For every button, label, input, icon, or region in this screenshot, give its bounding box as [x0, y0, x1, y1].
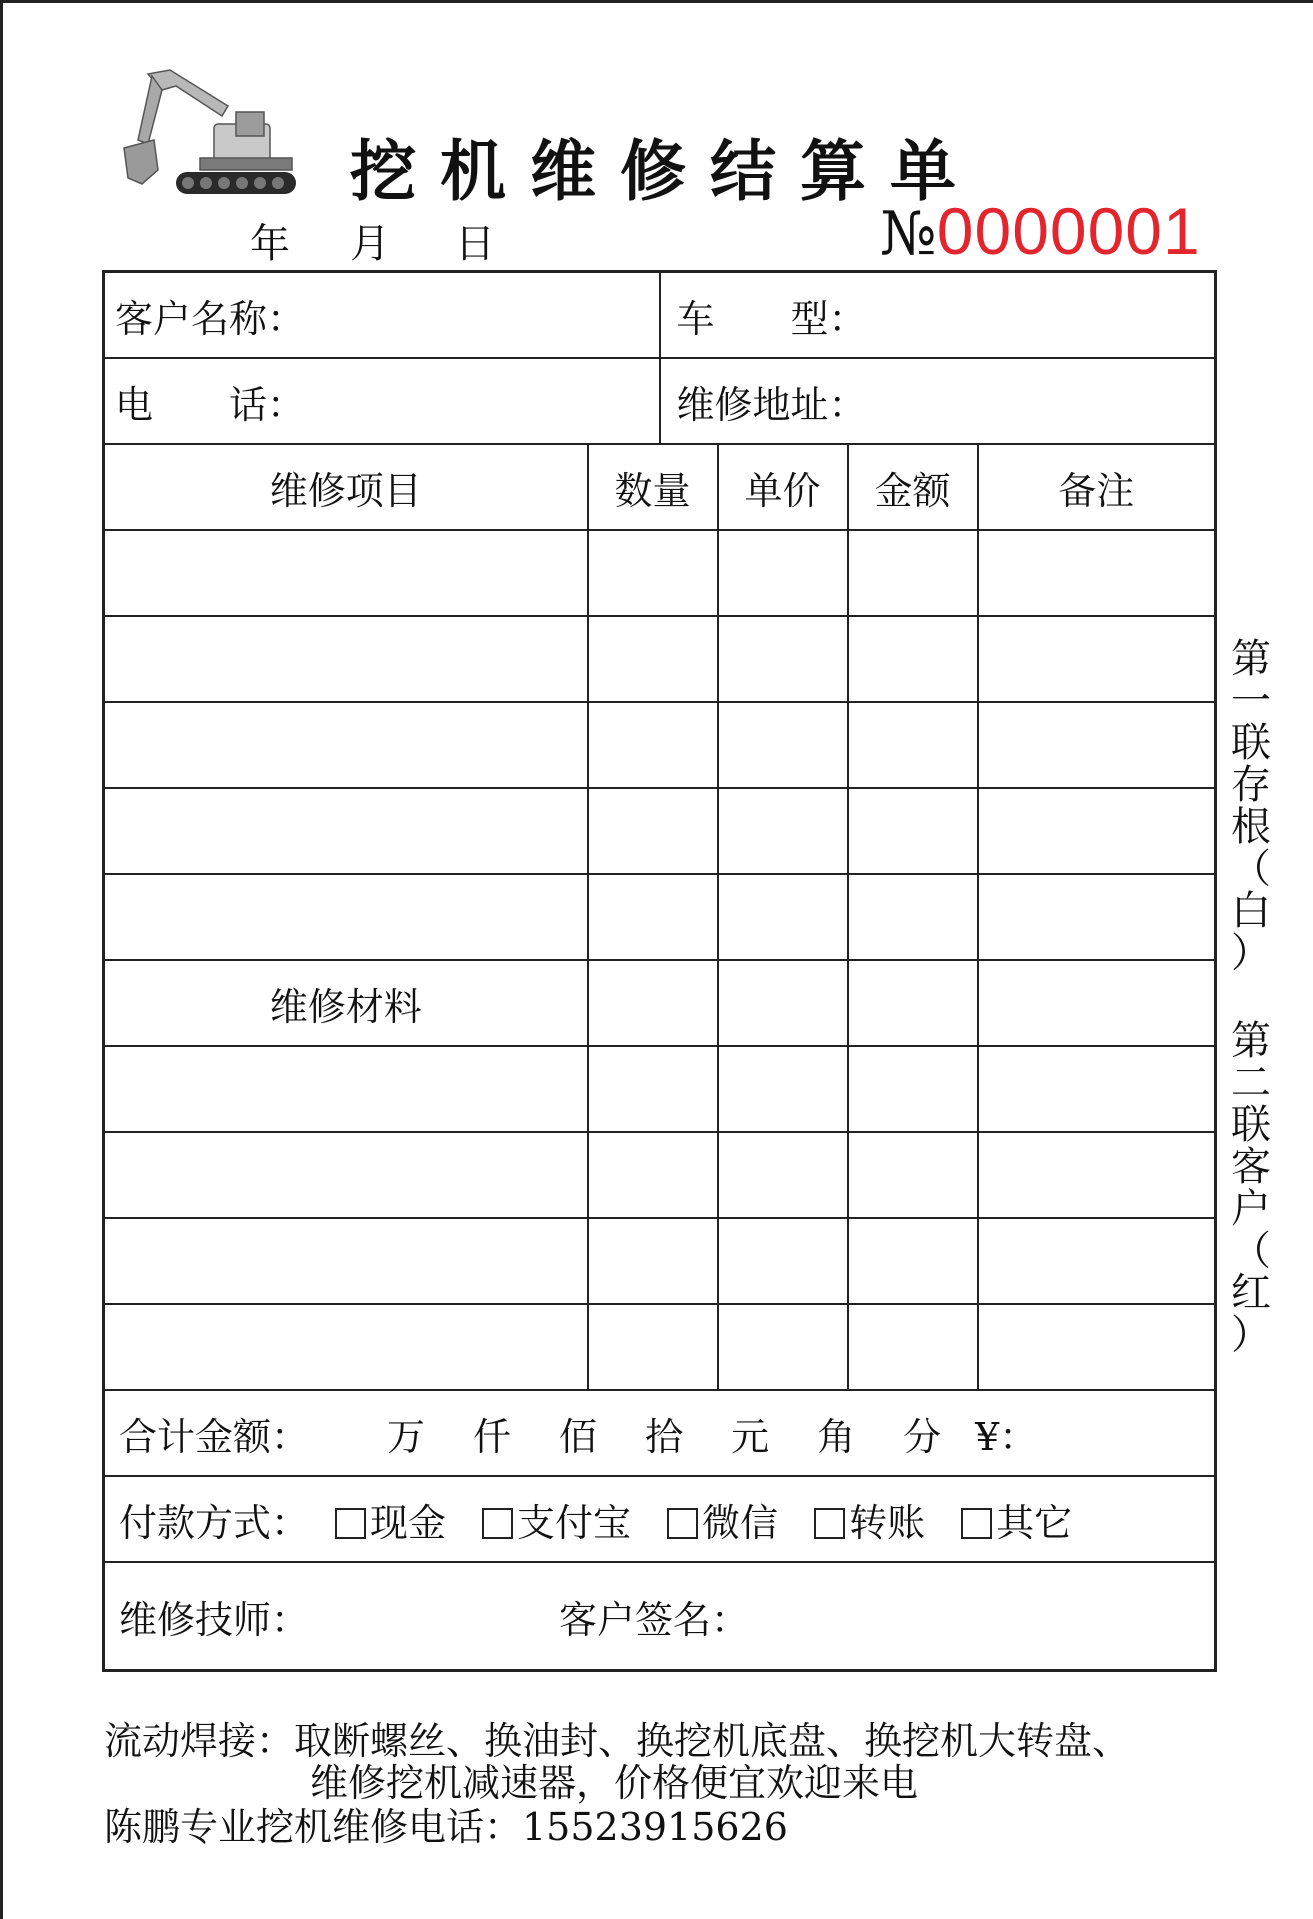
payment-method-field — [104, 1476, 1216, 1562]
unit-fen: 分 — [903, 1414, 942, 1459]
amount-cell[interactable] — [848, 1046, 978, 1132]
material-row — [104, 1132, 1216, 1218]
checkbox-icon[interactable] — [814, 1508, 845, 1539]
checkbox-icon[interactable] — [335, 1508, 366, 1539]
payment-option-wechat[interactable] — [667, 1492, 778, 1547]
unit-price-cell[interactable] — [718, 1304, 848, 1390]
unit-price-cell[interactable] — [718, 530, 848, 616]
unit-qian: 仟 — [473, 1414, 512, 1459]
copy-note-char: 存 — [1231, 762, 1271, 808]
remark-cell[interactable] — [978, 788, 1216, 874]
remark-cell[interactable] — [978, 530, 1216, 616]
unit-price-cell[interactable] — [718, 874, 848, 960]
payment-option-label: 支付宝 — [517, 1500, 632, 1545]
payment-option-label: 微信 — [702, 1500, 779, 1545]
contact-row — [104, 358, 1216, 444]
technician-label: 维修技师： — [119, 1597, 310, 1642]
item-cell[interactable] — [104, 874, 588, 960]
materials-label: 维修材料 — [104, 960, 588, 1046]
unit-yen: ¥： — [975, 1414, 1038, 1459]
copy-note-customer — [1228, 1020, 1274, 1356]
total-amount-label: 合计金额： — [119, 1414, 310, 1459]
copy-note-char: ） — [1231, 1312, 1271, 1358]
total-amount-field[interactable] — [104, 1390, 1216, 1476]
column-header-row — [104, 444, 1216, 530]
unit-jiao: 角 — [817, 1414, 856, 1459]
amount-cell[interactable] — [848, 530, 978, 616]
unit-price-cell[interactable] — [718, 1218, 848, 1304]
item-cell[interactable] — [104, 616, 588, 702]
signature-row — [104, 1562, 1216, 1671]
material-cell[interactable] — [104, 1218, 588, 1304]
copy-note-char: 根 — [1231, 804, 1271, 850]
unit-price-cell[interactable] — [718, 960, 848, 1046]
col-repair-item: 维修项目 — [104, 444, 588, 530]
amount-cell[interactable] — [848, 1132, 978, 1218]
unit-price-cell[interactable] — [718, 1046, 848, 1132]
col-quantity: 数量 — [588, 444, 718, 530]
phone-label: 电 话： — [115, 382, 306, 427]
col-amount: 金额 — [848, 444, 978, 530]
item-cell[interactable] — [104, 788, 588, 874]
repair-address-label: 维修地址： — [676, 382, 867, 427]
payment-method-label: 付款方式： — [119, 1500, 310, 1545]
total-row — [104, 1390, 1216, 1476]
serial-value: 0000001 — [936, 194, 1201, 268]
customer-signature-label: 客户签名： — [559, 1597, 750, 1642]
checkbox-icon[interactable] — [482, 1508, 513, 1539]
amount-cell[interactable] — [848, 616, 978, 702]
payment-option-label: 转账 — [849, 1500, 926, 1545]
page-border-top — [0, 0, 1313, 3]
material-row — [104, 1304, 1216, 1390]
material-row — [104, 1046, 1216, 1132]
amount-cell[interactable] — [848, 960, 978, 1046]
date-day-label: 日 — [455, 221, 495, 267]
material-cell[interactable] — [104, 1304, 588, 1390]
unit-wan: 万 — [387, 1414, 426, 1459]
unit-price-cell[interactable] — [718, 1132, 848, 1218]
checkbox-icon[interactable] — [961, 1508, 992, 1539]
quantity-cell[interactable] — [588, 788, 718, 874]
copy-note-char: 二 — [1231, 1060, 1271, 1106]
remark-cell[interactable] — [978, 616, 1216, 702]
item-row — [104, 702, 1216, 788]
footer-contact-phone: 陈鹏专业挖机维修电话：15523915626 — [104, 1805, 788, 1849]
remark-cell[interactable] — [978, 1304, 1216, 1390]
payment-option-other[interactable] — [961, 1492, 1072, 1547]
copy-note-char: 联 — [1231, 1102, 1271, 1148]
item-cell[interactable] — [104, 530, 588, 616]
material-row — [104, 1218, 1216, 1304]
payment-row — [104, 1476, 1216, 1562]
payment-option-label: 其它 — [996, 1500, 1073, 1545]
page-border-left — [0, 0, 3, 1919]
col-unit-price: 单价 — [718, 444, 848, 530]
copy-note-char: 第 — [1231, 1018, 1271, 1064]
quantity-cell[interactable] — [588, 530, 718, 616]
copy-note-char: 客 — [1231, 1144, 1271, 1190]
item-row — [104, 874, 1216, 960]
customer-name-label: 客户名称： — [115, 296, 306, 341]
unit-price-cell[interactable] — [718, 788, 848, 874]
quantity-cell[interactable] — [588, 702, 718, 788]
unit-yuan: 元 — [731, 1414, 770, 1459]
amount-cell[interactable] — [848, 1218, 978, 1304]
vehicle-model-field[interactable] — [660, 272, 1216, 359]
item-row — [104, 788, 1216, 874]
remark-cell[interactable] — [978, 960, 1216, 1046]
serial-prefix: № — [880, 199, 937, 269]
payment-option-label: 现金 — [370, 1500, 447, 1545]
amount-cell[interactable] — [848, 874, 978, 960]
vehicle-model-label: 车 型： — [676, 296, 867, 341]
phone-field[interactable] — [104, 358, 660, 444]
copy-note-char: ） — [1231, 930, 1271, 976]
material-cell[interactable] — [104, 1132, 588, 1218]
copy-note-char: 联 — [1231, 720, 1271, 766]
checkbox-icon[interactable] — [667, 1508, 698, 1539]
page-title: 挖机维修结算单 — [350, 132, 980, 210]
unit-shi: 拾 — [645, 1414, 684, 1459]
remark-cell[interactable] — [978, 874, 1216, 960]
remark-cell[interactable] — [978, 702, 1216, 788]
remark-cell[interactable] — [978, 1218, 1216, 1304]
payment-option-alipay[interactable] — [482, 1492, 631, 1547]
item-row — [104, 530, 1216, 616]
date-year-label: 年 — [250, 221, 290, 267]
copy-note-char: 户 — [1231, 1186, 1271, 1232]
quantity-cell[interactable] — [588, 616, 718, 702]
copy-note-char: （ — [1231, 846, 1271, 892]
unit-price-cell[interactable] — [718, 702, 848, 788]
unit-price-cell[interactable] — [718, 616, 848, 702]
quantity-cell[interactable] — [588, 1304, 718, 1390]
remark-cell[interactable] — [978, 1132, 1216, 1218]
payment-option-transfer[interactable] — [814, 1492, 925, 1547]
col-remark: 备注 — [978, 444, 1216, 530]
material-cell[interactable] — [104, 1046, 588, 1132]
signature-field[interactable] — [104, 1562, 1216, 1671]
copy-note-char: 第 — [1231, 636, 1271, 682]
copy-note-stub — [1228, 638, 1274, 974]
quantity-cell[interactable] — [588, 1132, 718, 1218]
customer-name-field[interactable] — [104, 272, 660, 359]
footer-services-line1: 流动焊接：取断螺丝、换油封、换挖机底盘、换挖机大转盘、 — [104, 1719, 1131, 1763]
copy-note-char: （ — [1231, 1228, 1271, 1274]
serial-number — [880, 194, 1201, 269]
quantity-cell[interactable] — [588, 874, 718, 960]
copy-note-char: 红 — [1231, 1270, 1271, 1316]
amount-cell[interactable] — [848, 702, 978, 788]
quantity-cell[interactable] — [588, 1046, 718, 1132]
copy-note-char: 白 — [1231, 888, 1271, 934]
amount-cell[interactable] — [848, 788, 978, 874]
item-cell[interactable] — [104, 702, 588, 788]
quantity-cell[interactable] — [588, 1218, 718, 1304]
excavator-logo — [118, 66, 298, 214]
settlement-table — [102, 270, 1217, 1672]
quantity-cell[interactable] — [588, 960, 718, 1046]
date-month-label: 月 — [350, 221, 390, 267]
unit-bai: 佰 — [559, 1414, 598, 1459]
payment-option-cash[interactable] — [335, 1492, 446, 1547]
footer-services-line2: 维修挖机减速器，价格便宜欢迎来电 — [310, 1761, 919, 1805]
repair-address-field[interactable] — [660, 358, 1216, 444]
remark-cell[interactable] — [978, 1046, 1216, 1132]
amount-cell[interactable] — [848, 1304, 978, 1390]
customer-row — [104, 272, 1216, 359]
materials-header-row — [104, 960, 1216, 1046]
item-row — [104, 616, 1216, 702]
copy-note-char: 一 — [1231, 678, 1271, 724]
